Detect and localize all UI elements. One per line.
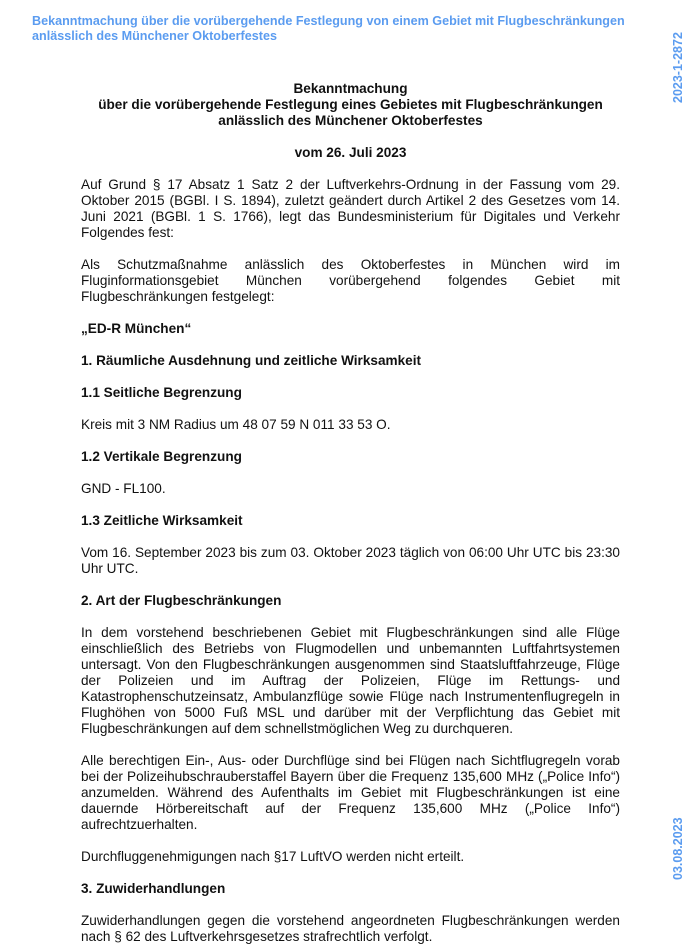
section-1-1-heading: 1.1 Seitliche Begrenzung [81,385,242,400]
section-1-3-text: Vom 16. September 2023 bis zum 03. Oktober 2023 täglich von 06:00 Uhr UTC bis 23:30 Uhr UTC. [81,545,620,576]
document-date: vom 26. Juli 2023 [294,145,407,160]
document-body [81,81,620,945]
section-3-text: Zuwiderhandlungen gegen die vorstehend angeordneten Flugbeschränkungen werden nach § 62 des Luftverkehrsgesetzes strafrechtlich verfolgt. [81,913,620,944]
title-line-2: über die vorübergehende Festlegung eines Gebietes mit Flugbeschränkungen [98,97,603,112]
area-name: „ED-R München“ [81,321,192,336]
section-1-heading: 1. Räumliche Ausdehnung und zeitliche Wirksamkeit [81,353,422,368]
section-2-paragraph-1: In dem vorstehend beschriebenen Gebiet mit Flugbeschränkungen sind alle Flüge einschließlich des Betriebs von Flugmodellen und unbemannten Luftfahrtsystemen untersagt. Von den Flugbeschränkungen ausgenommen sind Staatsluftfahrzeuge, Flüge der Polizeien und im Auftrag der Polizeien, Flüge im Rettungs- und Katastrophenschutzeinsatz, Ambulanzflüge sowie Flüge nach Instrumentenflugregeln in Flughöhen von 5000 Fuß MSL und darüber mit der Verpflichtung das Gebiet mit Flugbeschränkungen auf dem schnellstmöglichen Weg zu durchqueren. [81,625,620,736]
title-line-3: anlässlich des Münchener Oktoberfestes [218,113,483,128]
document-title [81,81,620,129]
measure-paragraph: Als Schutzmaßnahme anlässlich des Oktoberfestes in München wird im Fluginformationsgebiet München vorübergehend folgendes Gebiet mit Flugbeschränkungen festgelegt: [81,257,620,304]
running-header: Bekanntmachung über die vorübergehende Festlegung von einem Gebiet mit Flugbeschränkungen anlässlich des Münchener Oktoberfestes [32,14,625,43]
section-2-paragraph-2: Alle berechtigen Ein-, Aus- oder Durchflüge sind bei Flügen nach Sichtflugregeln vorab bei der Polizeihubschrauberstaffel Bayern über die Frequenz 135,600 MHz („Police Info“) anzumelden. Während des Aufenthalts im Gebiet mit Flugbeschränkungen ist eine dauernde Hörbereitschaft auf der Frequenz 135,600 MHz („Police Info“) aufrechtzuerhalten. [81,753,620,832]
section-2-paragraph-3: Durchfluggenehmigungen nach §17 LuftVO werden nicht erteilt. [81,849,465,864]
title-line-1: Bekanntmachung [293,81,408,96]
section-2-heading: 2. Art der Flugbeschränkungen [81,593,282,608]
intro-paragraph: Auf Grund § 17 Absatz 1 Satz 2 der Luftverkehrs-Ordnung in der Fassung vom 29. Oktober 2015 (BGBl. I S. 1894), zuletzt geändert durch Artikel 2 des Gesetzes vom 14. Juni 2021 (BGBl. 1 S. 1766), legt das Bundesministerium für Digitales und Verkehr Folgendes fest: [81,177,620,240]
publication-date: 03.08.2023 [671,817,685,880]
section-1-2-heading: 1.2 Vertikale Begrenzung [81,449,242,464]
section-1-2-text: GND - FL100. [81,481,166,496]
section-1-3-heading: 1.3 Zeitliche Wirksamkeit [81,513,243,528]
reference-number: 2023-1-2872 [671,32,685,103]
section-1-1-text: Kreis mit 3 NM Radius um 48 07 59 N 011 33 53 O. [81,417,391,432]
section-3-heading: 3. Zuwiderhandlungen [81,881,226,896]
